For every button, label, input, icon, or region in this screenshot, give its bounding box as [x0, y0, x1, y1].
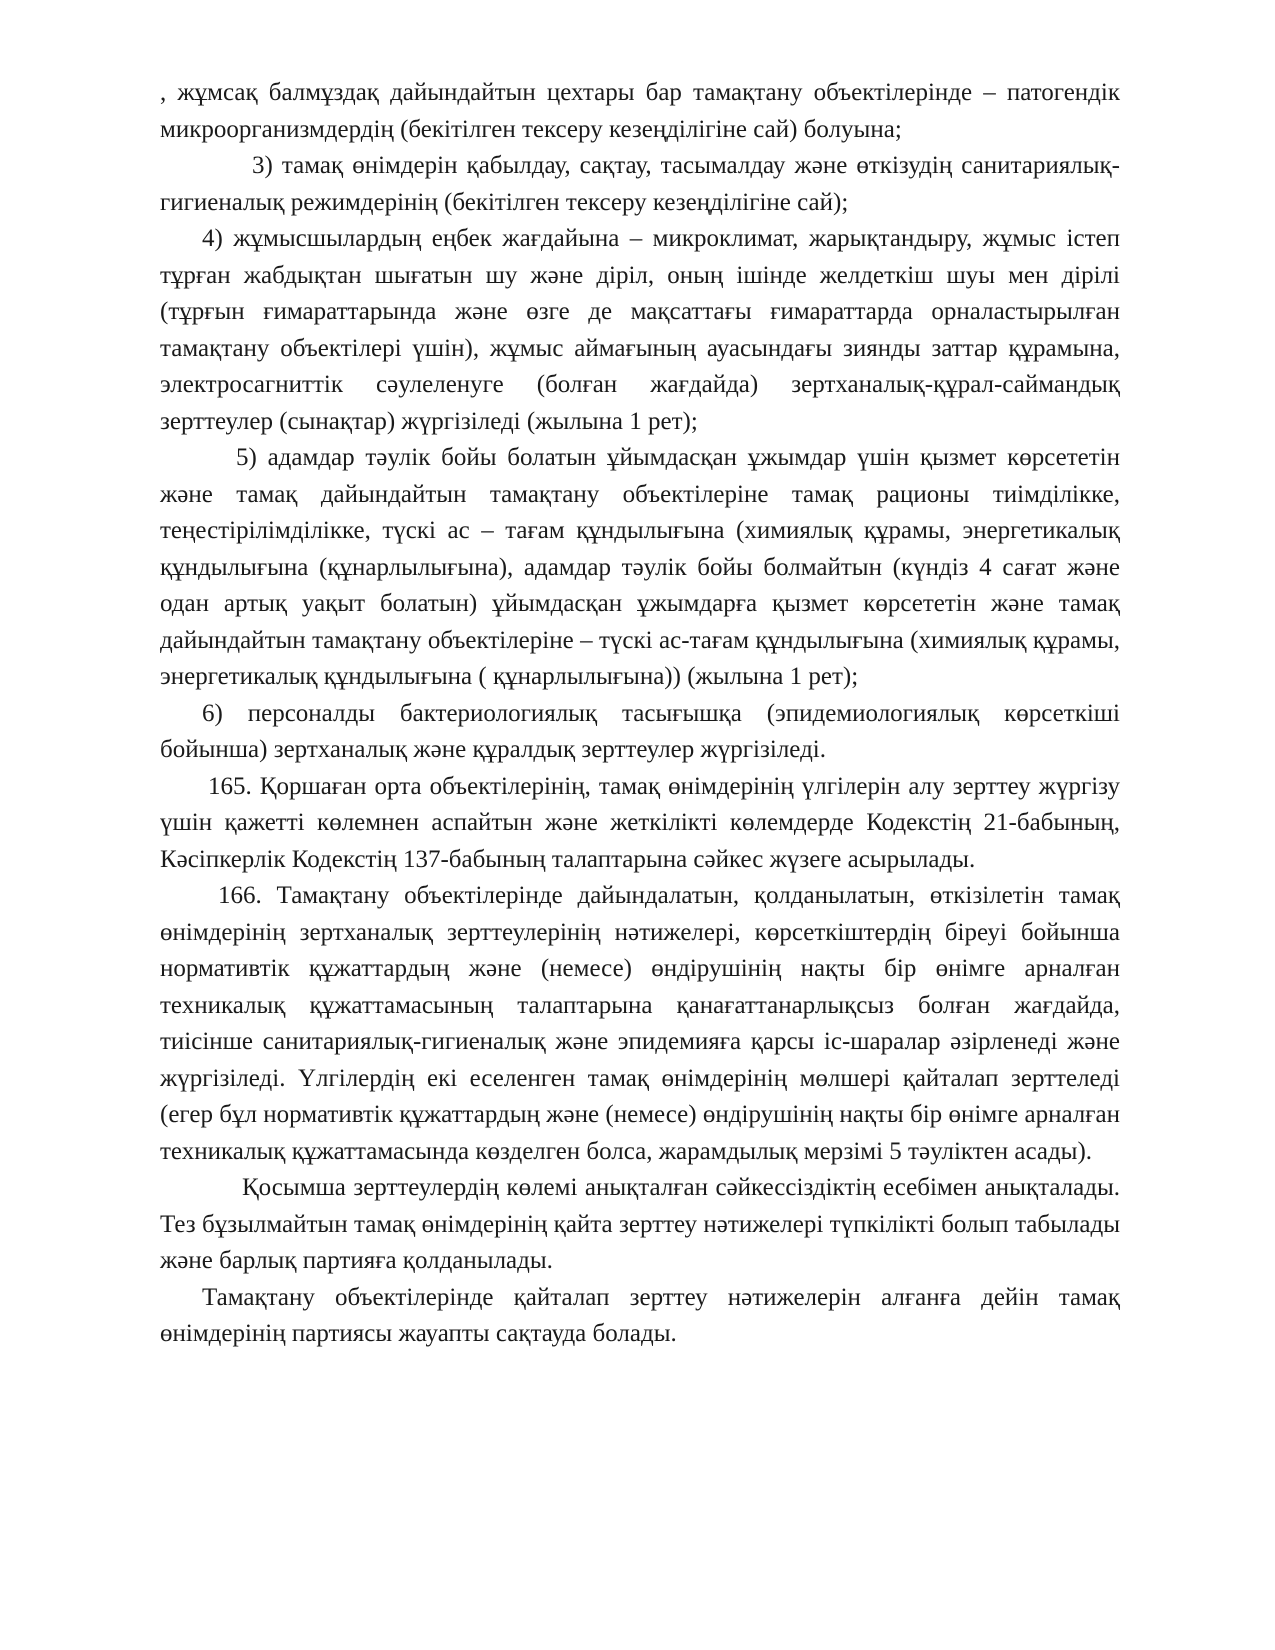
document-page [160, 75, 1120, 1353]
paragraph-166: 166. Тамақтану объектілерінде дайындалатын, қолданылатын, өткізілетін тамақ өнімдерінің зертханалық зерттеулерінің нәтижелері, көрсеткіштердің біреуі бойынша нормативтік құжаттардың және (немесе) өндірушінің нақты бір өнімге арналған техникалық құжаттамасының талаптарына қанағаттанарлықсыз болған жағдайда, тиісінше санитариялық-гигиеналық және эпидемияға қарсы іс-шаралар әзірленеді және жүргізіледі. Үлгілердің екі еселенген тамақ өнімдерінің мөлшері қайталап зерттеледі (егер бұл нормативтік құжаттардың және (немесе) өндірушінің нақты бір өнімге арналған техникалық құжаттамасында көзделген болса, жарамдылық мерзімі 5 тәуліктен асады). [160, 882, 1120, 1165]
paragraph-165: 165. Қоршаған орта объектілерінің, тамақ өнімдерінің үлгілерін алу зерттеу жүргізу үшін қажетті көлемнен аспайтын және жеткілікті көлемдерде Кодекстің 21-бабының, Кәсіпкерлік Кодекстің 137-бабының талаптарына сәйкес жүзеге асырылады. [160, 772, 1120, 873]
paragraph-item-4: 4) жұмысшылардың еңбек жағдайына – микроклимат, жарықтандыру, жұмыс істеп тұрған жабдықтан шығатын шу және діріл, оның ішінде желдеткіш шуы мен дірілі (тұрғын ғимараттарында және өзге де мақсаттағы ғимараттарда орналастырылған тамақтану объектілері үшін), жұмыс аймағының ауасындағы зиянды заттар құрамына, электросагниттік сәулеленуге (болған жағдайда) зертханалық-құрал-саймандық зерттеулер (сынақтар) жүргізіледі (жылына 1 рет); [160, 225, 1120, 435]
paragraph-additional-research: Қосымша зерттеулердің көлемі анықталған сәйкессіздіктің есебімен анықталады. Тез бұзылмайтын тамақ өнімдерінің қайта зерттеу нәтижелері түпкілікті болып табылады және барлық партияға қолданылады. [160, 1174, 1120, 1274]
paragraph-storage: Тамақтану объектілерінде қайталап зерттеу нәтижелерін алғанға дейін тамақ өнімдерінің партиясы жауапты сақтауда болады. [160, 1283, 1120, 1347]
paragraph-item-6: 6) персоналды бактериологиялық тасығышқа (эпидемиологиялық көрсеткіші бойынша) зертханалық және құралдық зерттеулер жүргізіледі. [160, 699, 1120, 763]
paragraph-continuation: , жұмсақ балмұздақ дайындайтын цехтары бар тамақтану объектілерінде – патогендік микроорганизмдердің (бекітілген тексеру кезеңділігіне сай) болуына; [160, 79, 1120, 143]
paragraph-item-3: 3) тамақ өнімдерін қабылдау, сақтау, тасымалдау және өткізудің санитариялық-гигиеналық режимдерінің (бекітілген тексеру кезеңділігіне сай); [160, 152, 1120, 216]
paragraph-item-5: 5) адамдар тәулік бойы болатын ұйымдасқан ұжымдар үшін қызмет көрсететін және тамақ дайындайтын тамақтану объектілеріне тамақ рационы тиімділікке, теңестірілімділікке, түскі ас – тағам құндылығына (химиялық құрамы, энергетикалық құндылығына (құнарлылығына), адамдар тәулік бойы болмайтын (күндіз 4 сағат және одан артық уақыт болатын) ұйымдасқан ұжымдарға қызмет көрсететін және тамақ дайындайтын тамақтану объектілеріне – түскі ас-тағам құндылығына (химиялық құрамы, энергетикалық құндылығына ( құнарлылығына)) (жылына 1 рет); [160, 444, 1120, 690]
